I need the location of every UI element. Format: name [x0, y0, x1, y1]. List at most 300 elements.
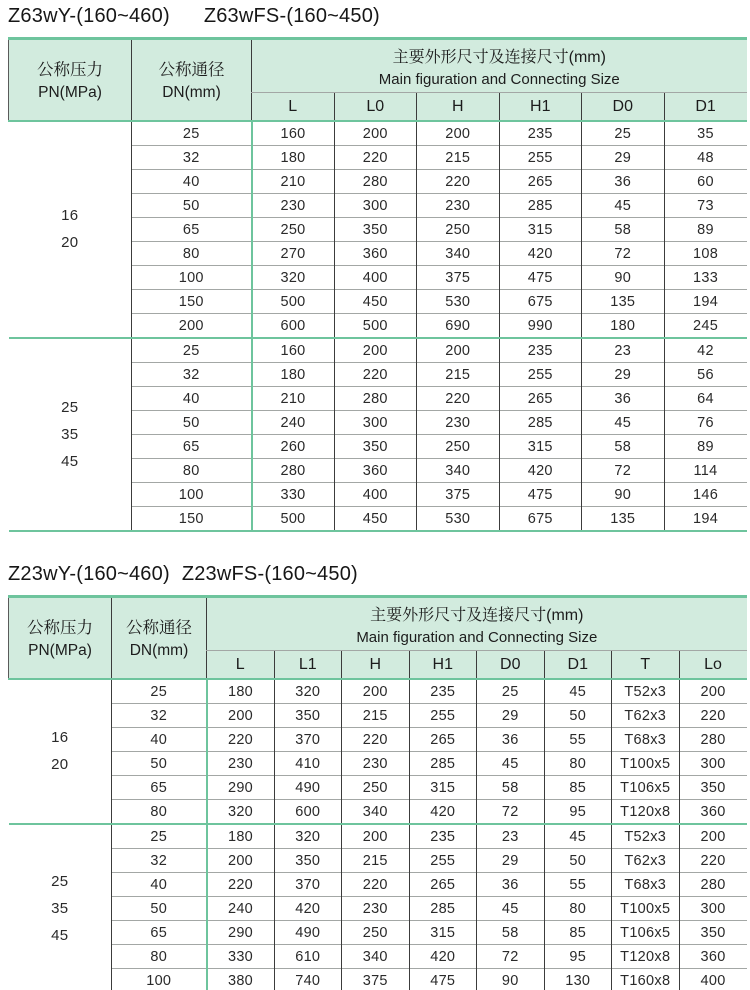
table-title-z23	[8, 563, 746, 586]
table-row	[9, 776, 747, 800]
dim-value-cell-h: 250	[342, 776, 410, 800]
model-code: Z23wY-(160~460)	[8, 563, 170, 585]
dim-value-cell-h1: 420	[409, 945, 477, 969]
dim-value-cell-l: 220	[207, 728, 275, 752]
dim-value-cell-l: 180	[207, 824, 275, 849]
table-row	[9, 704, 747, 728]
dim-value-cell-h: 375	[417, 483, 500, 507]
dim-value-cell-h1: 315	[409, 921, 477, 945]
dim-value-cell-l: 270	[252, 242, 335, 266]
dim-value-cell-t: T100x5	[612, 897, 680, 921]
dim-value-cell-h1: 255	[499, 146, 582, 170]
dn-value-cell: 25	[112, 824, 207, 849]
section-z23-valves	[8, 563, 746, 990]
dim-value-cell-l: 320	[252, 266, 335, 290]
pressure-label-zh: 公称压力	[27, 619, 93, 637]
dim-value-cell-l1: 370	[274, 728, 342, 752]
dim-value-cell-d1: 85	[544, 776, 612, 800]
dim-value-cell-d0: 36	[582, 170, 665, 194]
dim-value-cell-l: 320	[207, 800, 275, 825]
dim-value-cell-h1: 255	[499, 363, 582, 387]
dim-value-cell-l0: 350	[334, 218, 417, 242]
dim-value-cell-h1: 285	[499, 194, 582, 218]
dn-value-cell: 25	[132, 121, 252, 146]
dim-value-cell-lo: 300	[679, 752, 747, 776]
dim-value-cell-h: 340	[342, 945, 410, 969]
dim-value-cell-d1: 45	[544, 679, 612, 704]
dim-value-cell-lo: 360	[679, 800, 747, 825]
dim-value-cell-h1: 475	[499, 483, 582, 507]
dim-value-cell-d1: 55	[544, 873, 612, 897]
dim-value-cell-lo: 200	[679, 679, 747, 704]
dim-value-cell-h: 340	[417, 459, 500, 483]
table-row	[9, 873, 747, 897]
dim-value-cell-h: 200	[417, 338, 500, 363]
dn-value-cell: 32	[132, 146, 252, 170]
dim-value-cell-h: 340	[417, 242, 500, 266]
dim-value-cell-l0: 400	[334, 266, 417, 290]
pressure-group-1	[9, 121, 747, 338]
dim-value-cell-h1: 265	[499, 387, 582, 411]
dim-value-cell-l: 180	[252, 363, 335, 387]
dn-value-cell: 100	[112, 969, 207, 990]
dim-value-cell-d0: 25	[477, 679, 545, 704]
pn-group-cell	[9, 824, 112, 990]
dim-value-cell-d1: 89	[664, 435, 747, 459]
dim-value-cell-l: 210	[252, 387, 335, 411]
dimensions-label-zh: 主要外形尺寸及连接尺寸(mm)	[370, 606, 584, 624]
dim-value-cell-h: 215	[342, 849, 410, 873]
table-row	[9, 969, 747, 990]
dn-value-cell: 32	[112, 849, 207, 873]
dim-value-cell-h: 250	[342, 921, 410, 945]
dn-value-cell: 80	[132, 459, 252, 483]
dim-value-cell-h1: 315	[409, 776, 477, 800]
dim-value-cell-t: T62x3	[612, 704, 680, 728]
dim-value-cell-lo: 350	[679, 921, 747, 945]
pn-value: 20	[61, 234, 79, 251]
dim-value-cell-t: T120x8	[612, 945, 680, 969]
dim-value-cell-d0: 36	[582, 387, 665, 411]
dim-value-cell-d0: 29	[582, 146, 665, 170]
diameter-label-en: DN(mm)	[129, 642, 189, 659]
pn-value: 16	[61, 207, 79, 224]
pn-value: 35	[61, 425, 79, 443]
dim-value-cell-l0: 280	[334, 387, 417, 411]
sub-col-header-lo: Lo	[679, 651, 747, 680]
pn-value-stack	[9, 730, 112, 773]
pn-group-cell	[9, 338, 132, 531]
dn-value-cell: 50	[132, 194, 252, 218]
dn-value-cell: 80	[112, 800, 207, 825]
dim-value-cell-h1: 315	[499, 218, 582, 242]
dim-value-cell-l: 240	[252, 411, 335, 435]
dim-value-cell-d1: 45	[544, 824, 612, 849]
dim-value-cell-l0: 450	[334, 507, 417, 532]
dim-value-cell-l: 180	[207, 679, 275, 704]
dim-value-cell-t: T52x3	[612, 824, 680, 849]
dim-value-cell-h: 340	[342, 800, 410, 825]
sub-col-header-h: H	[342, 651, 410, 680]
dim-value-cell-l0: 400	[334, 483, 417, 507]
dim-value-cell-d1: 60	[664, 170, 747, 194]
pn-value: 16	[51, 729, 69, 746]
dim-value-cell-h: 220	[342, 873, 410, 897]
dim-value-cell-d0: 45	[477, 752, 545, 776]
dim-value-cell-d0: 58	[582, 218, 665, 242]
dim-value-cell-d0: 58	[477, 776, 545, 800]
dim-value-cell-h1: 265	[499, 170, 582, 194]
dn-value-cell: 32	[112, 704, 207, 728]
dim-value-cell-l1: 420	[274, 897, 342, 921]
dim-value-cell-d0: 72	[582, 459, 665, 483]
dim-value-cell-l: 380	[207, 969, 275, 990]
dim-value-cell-h1: 675	[499, 507, 582, 532]
dim-value-cell-h1: 265	[409, 873, 477, 897]
table-row	[9, 921, 747, 945]
pressure-group-2	[9, 824, 747, 990]
dim-value-cell-h1: 315	[499, 435, 582, 459]
dim-value-cell-d1: 108	[664, 242, 747, 266]
dim-value-cell-l: 330	[252, 483, 335, 507]
dn-value-cell: 40	[112, 728, 207, 752]
dim-value-cell-d0: 25	[582, 121, 665, 146]
dn-value-cell: 50	[112, 897, 207, 921]
dim-value-cell-d1: 35	[664, 121, 747, 146]
dim-value-cell-d0: 45	[477, 897, 545, 921]
dim-value-cell-l0: 300	[334, 194, 417, 218]
dimensions-label-zh: 主要外形尺寸及连接尺寸(mm)	[392, 48, 606, 66]
dim-value-cell-h1: 235	[499, 121, 582, 146]
dim-value-cell-h: 250	[417, 435, 500, 459]
dim-value-cell-d0: 72	[582, 242, 665, 266]
dim-value-cell-h: 250	[417, 218, 500, 242]
dim-value-cell-l: 230	[207, 752, 275, 776]
dim-value-cell-d1: 73	[664, 194, 747, 218]
dn-value-cell: 200	[132, 314, 252, 339]
dim-value-cell-d1: 42	[664, 338, 747, 363]
sub-col-header-l1: L1	[274, 651, 342, 680]
dim-value-cell-d1: 56	[664, 363, 747, 387]
dim-value-cell-d0: 36	[477, 873, 545, 897]
dim-value-cell-l0: 360	[334, 459, 417, 483]
model-code: Z23wFS-(160~450)	[181, 563, 358, 585]
dn-value-cell: 25	[132, 338, 252, 363]
dim-value-cell-h1: 675	[499, 290, 582, 314]
table-row	[9, 121, 747, 146]
dim-value-cell-d1: 130	[544, 969, 612, 990]
dim-value-cell-l: 290	[207, 921, 275, 945]
dn-value-cell: 80	[132, 242, 252, 266]
table-row	[9, 849, 747, 873]
dim-value-cell-l: 180	[252, 146, 335, 170]
dim-value-cell-h1: 235	[499, 338, 582, 363]
section-z63-valves	[8, 2, 746, 532]
dim-value-cell-d0: 135	[582, 507, 665, 532]
dim-value-cell-l: 330	[207, 945, 275, 969]
sub-col-header-d0: D0	[477, 651, 545, 680]
dim-value-cell-l: 210	[252, 170, 335, 194]
dim-value-cell-d0: 29	[582, 363, 665, 387]
pn-value: 25	[51, 872, 69, 890]
diameter-label-en: DN(mm)	[162, 84, 221, 101]
pressure-column-header	[9, 39, 132, 122]
dim-value-cell-h1: 420	[499, 459, 582, 483]
dim-value-cell-h: 230	[417, 194, 500, 218]
dim-value-cell-d0: 90	[582, 266, 665, 290]
dim-value-cell-t: T160x8	[612, 969, 680, 990]
dim-value-cell-t: T120x8	[612, 800, 680, 825]
sub-col-header-l: L	[207, 651, 275, 680]
sub-col-header-l: L	[252, 93, 335, 122]
pn-value-stack	[9, 874, 112, 944]
dim-value-cell-l1: 370	[274, 873, 342, 897]
pressure-column-header	[9, 597, 112, 680]
table-row	[9, 752, 747, 776]
pn-value-stack	[9, 400, 132, 470]
dim-value-cell-d1: 114	[664, 459, 747, 483]
dn-value-cell: 150	[132, 290, 252, 314]
dim-value-cell-d0: 23	[477, 824, 545, 849]
dim-value-cell-h1: 255	[409, 849, 477, 873]
table-header	[9, 597, 747, 680]
dim-value-cell-l: 260	[252, 435, 335, 459]
dim-value-cell-h1: 285	[409, 752, 477, 776]
spec-table-mount-2	[8, 595, 746, 990]
dim-value-cell-lo: 200	[679, 824, 747, 849]
dim-value-cell-d0: 29	[477, 704, 545, 728]
dim-value-cell-d1: 64	[664, 387, 747, 411]
pn-value: 35	[51, 899, 69, 917]
dim-value-cell-h: 200	[342, 679, 410, 704]
dim-value-cell-l0: 200	[334, 338, 417, 363]
dim-value-cell-d1: 48	[664, 146, 747, 170]
dim-value-cell-d1: 245	[664, 314, 747, 339]
dim-value-cell-t: T68x3	[612, 728, 680, 752]
dim-value-cell-d1: 89	[664, 218, 747, 242]
dim-value-cell-l1: 610	[274, 945, 342, 969]
dim-value-cell-d0: 90	[582, 483, 665, 507]
dim-value-cell-lo: 350	[679, 776, 747, 800]
dim-value-cell-l0: 280	[334, 170, 417, 194]
dim-value-cell-lo: 360	[679, 945, 747, 969]
dim-value-cell-t: T106x5	[612, 921, 680, 945]
dimensions-label-en: Main figuration and Connecting Size	[356, 628, 598, 646]
sub-col-header-l0: L0	[334, 93, 417, 122]
dn-value-cell: 40	[132, 170, 252, 194]
pressure-group-1	[9, 679, 747, 824]
dim-value-cell-l1: 490	[274, 776, 342, 800]
dim-value-cell-d1: 50	[544, 704, 612, 728]
dim-value-cell-l1: 740	[274, 969, 342, 990]
dim-value-cell-h: 230	[342, 897, 410, 921]
dim-value-cell-d0: 180	[582, 314, 665, 339]
dim-value-cell-h: 220	[342, 728, 410, 752]
dimensions-group-header	[207, 597, 747, 651]
dn-value-cell: 65	[112, 921, 207, 945]
dn-value-cell: 65	[112, 776, 207, 800]
dim-value-cell-h: 690	[417, 314, 500, 339]
spec-table-mount-1	[8, 37, 746, 532]
dn-value-cell: 65	[132, 435, 252, 459]
dim-value-cell-l1: 320	[274, 824, 342, 849]
pressure-label-en: PN(MPa)	[28, 642, 92, 659]
dim-value-cell-d1: 76	[664, 411, 747, 435]
dim-value-cell-h: 220	[417, 170, 500, 194]
table-row	[9, 945, 747, 969]
dim-value-cell-l: 280	[252, 459, 335, 483]
dim-value-cell-l1: 350	[274, 704, 342, 728]
dim-value-cell-d1: 194	[664, 507, 747, 532]
dim-value-cell-d1: 80	[544, 752, 612, 776]
dim-value-cell-h: 215	[342, 704, 410, 728]
dim-value-cell-l: 220	[207, 873, 275, 897]
table-header	[9, 39, 747, 122]
dim-value-cell-d0: 72	[477, 945, 545, 969]
header-row-main	[9, 597, 747, 651]
dim-value-cell-d1: 95	[544, 945, 612, 969]
dim-value-cell-l: 250	[252, 218, 335, 242]
dim-value-cell-h1: 235	[409, 824, 477, 849]
dim-value-cell-h1: 285	[409, 897, 477, 921]
dn-value-cell: 100	[132, 483, 252, 507]
sub-col-header-h1: H1	[499, 93, 582, 122]
dim-value-cell-h: 230	[342, 752, 410, 776]
dim-value-cell-h: 530	[417, 290, 500, 314]
table-row	[9, 338, 747, 363]
dim-value-cell-l: 240	[207, 897, 275, 921]
dim-value-cell-d0: 45	[582, 194, 665, 218]
dim-value-cell-lo: 280	[679, 728, 747, 752]
table-row	[9, 679, 747, 704]
dim-value-cell-h: 215	[417, 146, 500, 170]
diameter-column-header	[112, 597, 207, 680]
dim-value-cell-h: 215	[417, 363, 500, 387]
dim-value-cell-l0: 350	[334, 435, 417, 459]
dim-value-cell-l: 290	[207, 776, 275, 800]
table-title-z63	[8, 2, 746, 28]
dim-value-cell-l1: 350	[274, 849, 342, 873]
dim-value-cell-l: 500	[252, 507, 335, 532]
header-row-main	[9, 39, 747, 93]
dim-value-cell-d0: 45	[582, 411, 665, 435]
pn-value: 45	[61, 452, 79, 470]
dim-value-cell-h: 375	[342, 969, 410, 990]
dn-value-cell: 150	[132, 507, 252, 532]
dim-value-cell-l0: 300	[334, 411, 417, 435]
model-code: Z63wFS-(160~450)	[203, 5, 380, 27]
table-row	[9, 824, 747, 849]
dn-value-cell: 65	[132, 218, 252, 242]
pn-value: 20	[51, 756, 69, 773]
dim-value-cell-h: 530	[417, 507, 500, 532]
dim-value-cell-lo: 220	[679, 849, 747, 873]
pn-value-stack	[9, 208, 132, 251]
dim-value-cell-l0: 220	[334, 146, 417, 170]
sub-col-header-d0: D0	[582, 93, 665, 122]
diameter-column-header	[132, 39, 252, 122]
dim-value-cell-lo: 300	[679, 897, 747, 921]
dim-value-cell-h1: 255	[409, 704, 477, 728]
dim-value-cell-d0: 36	[477, 728, 545, 752]
pressure-label-en: PN(MPa)	[38, 84, 102, 101]
dn-value-cell: 80	[112, 945, 207, 969]
dn-value-cell: 32	[132, 363, 252, 387]
pn-group-cell	[9, 679, 112, 824]
dn-value-cell: 50	[112, 752, 207, 776]
dim-value-cell-d0: 90	[477, 969, 545, 990]
sub-col-header-d1: D1	[664, 93, 747, 122]
dim-value-cell-d1: 50	[544, 849, 612, 873]
pn-value: 45	[51, 926, 69, 944]
dim-value-cell-t: T68x3	[612, 873, 680, 897]
dim-value-cell-h1: 420	[499, 242, 582, 266]
dim-value-cell-l0: 200	[334, 121, 417, 146]
dim-value-cell-d1: 95	[544, 800, 612, 825]
dimensions-label-en: Main figuration and Connecting Size	[378, 70, 620, 88]
spec-table-2	[8, 595, 747, 990]
dim-value-cell-d0: 58	[477, 921, 545, 945]
dim-value-cell-d0: 23	[582, 338, 665, 363]
dimensions-group-header	[252, 39, 747, 93]
dim-value-cell-d1: 146	[664, 483, 747, 507]
dim-value-cell-l0: 360	[334, 242, 417, 266]
sub-col-header-h: H	[417, 93, 500, 122]
dim-value-cell-d0: 72	[477, 800, 545, 825]
dim-value-cell-h: 375	[417, 266, 500, 290]
pressure-group-2	[9, 338, 747, 531]
dn-value-cell: 40	[132, 387, 252, 411]
dim-value-cell-d1: 194	[664, 290, 747, 314]
sub-col-header-h1: H1	[409, 651, 477, 680]
dim-value-cell-lo: 220	[679, 704, 747, 728]
dim-value-cell-l: 160	[252, 338, 335, 363]
sub-col-header-d1: D1	[544, 651, 612, 680]
dim-value-cell-l: 200	[207, 704, 275, 728]
dim-value-cell-t: T62x3	[612, 849, 680, 873]
dim-value-cell-t: T106x5	[612, 776, 680, 800]
dim-value-cell-l0: 500	[334, 314, 417, 339]
dim-value-cell-h: 200	[342, 824, 410, 849]
dim-value-cell-h: 220	[417, 387, 500, 411]
dim-value-cell-l: 600	[252, 314, 335, 339]
dim-value-cell-l1: 600	[274, 800, 342, 825]
dim-value-cell-d1: 80	[544, 897, 612, 921]
dn-value-cell: 40	[112, 873, 207, 897]
diameter-label-zh: 公称通径	[158, 61, 225, 79]
dn-value-cell: 50	[132, 411, 252, 435]
dim-value-cell-h1: 475	[409, 969, 477, 990]
spec-table-1	[8, 37, 747, 532]
dn-value-cell: 100	[132, 266, 252, 290]
pn-group-cell	[9, 121, 132, 338]
dim-value-cell-h: 200	[417, 121, 500, 146]
dim-value-cell-t: T52x3	[612, 679, 680, 704]
dim-value-cell-d1: 85	[544, 921, 612, 945]
pressure-label-zh: 公称压力	[37, 61, 103, 79]
dim-value-cell-l: 230	[252, 194, 335, 218]
dim-value-cell-d1: 55	[544, 728, 612, 752]
table-row	[9, 800, 747, 825]
dim-value-cell-h1: 285	[499, 411, 582, 435]
dn-value-cell: 25	[112, 679, 207, 704]
diameter-label-zh: 公称通径	[126, 619, 192, 637]
dim-value-cell-d0: 135	[582, 290, 665, 314]
sub-col-header-t: T	[612, 651, 680, 680]
dim-value-cell-h1: 265	[409, 728, 477, 752]
table-row	[9, 728, 747, 752]
dim-value-cell-h1: 420	[409, 800, 477, 825]
